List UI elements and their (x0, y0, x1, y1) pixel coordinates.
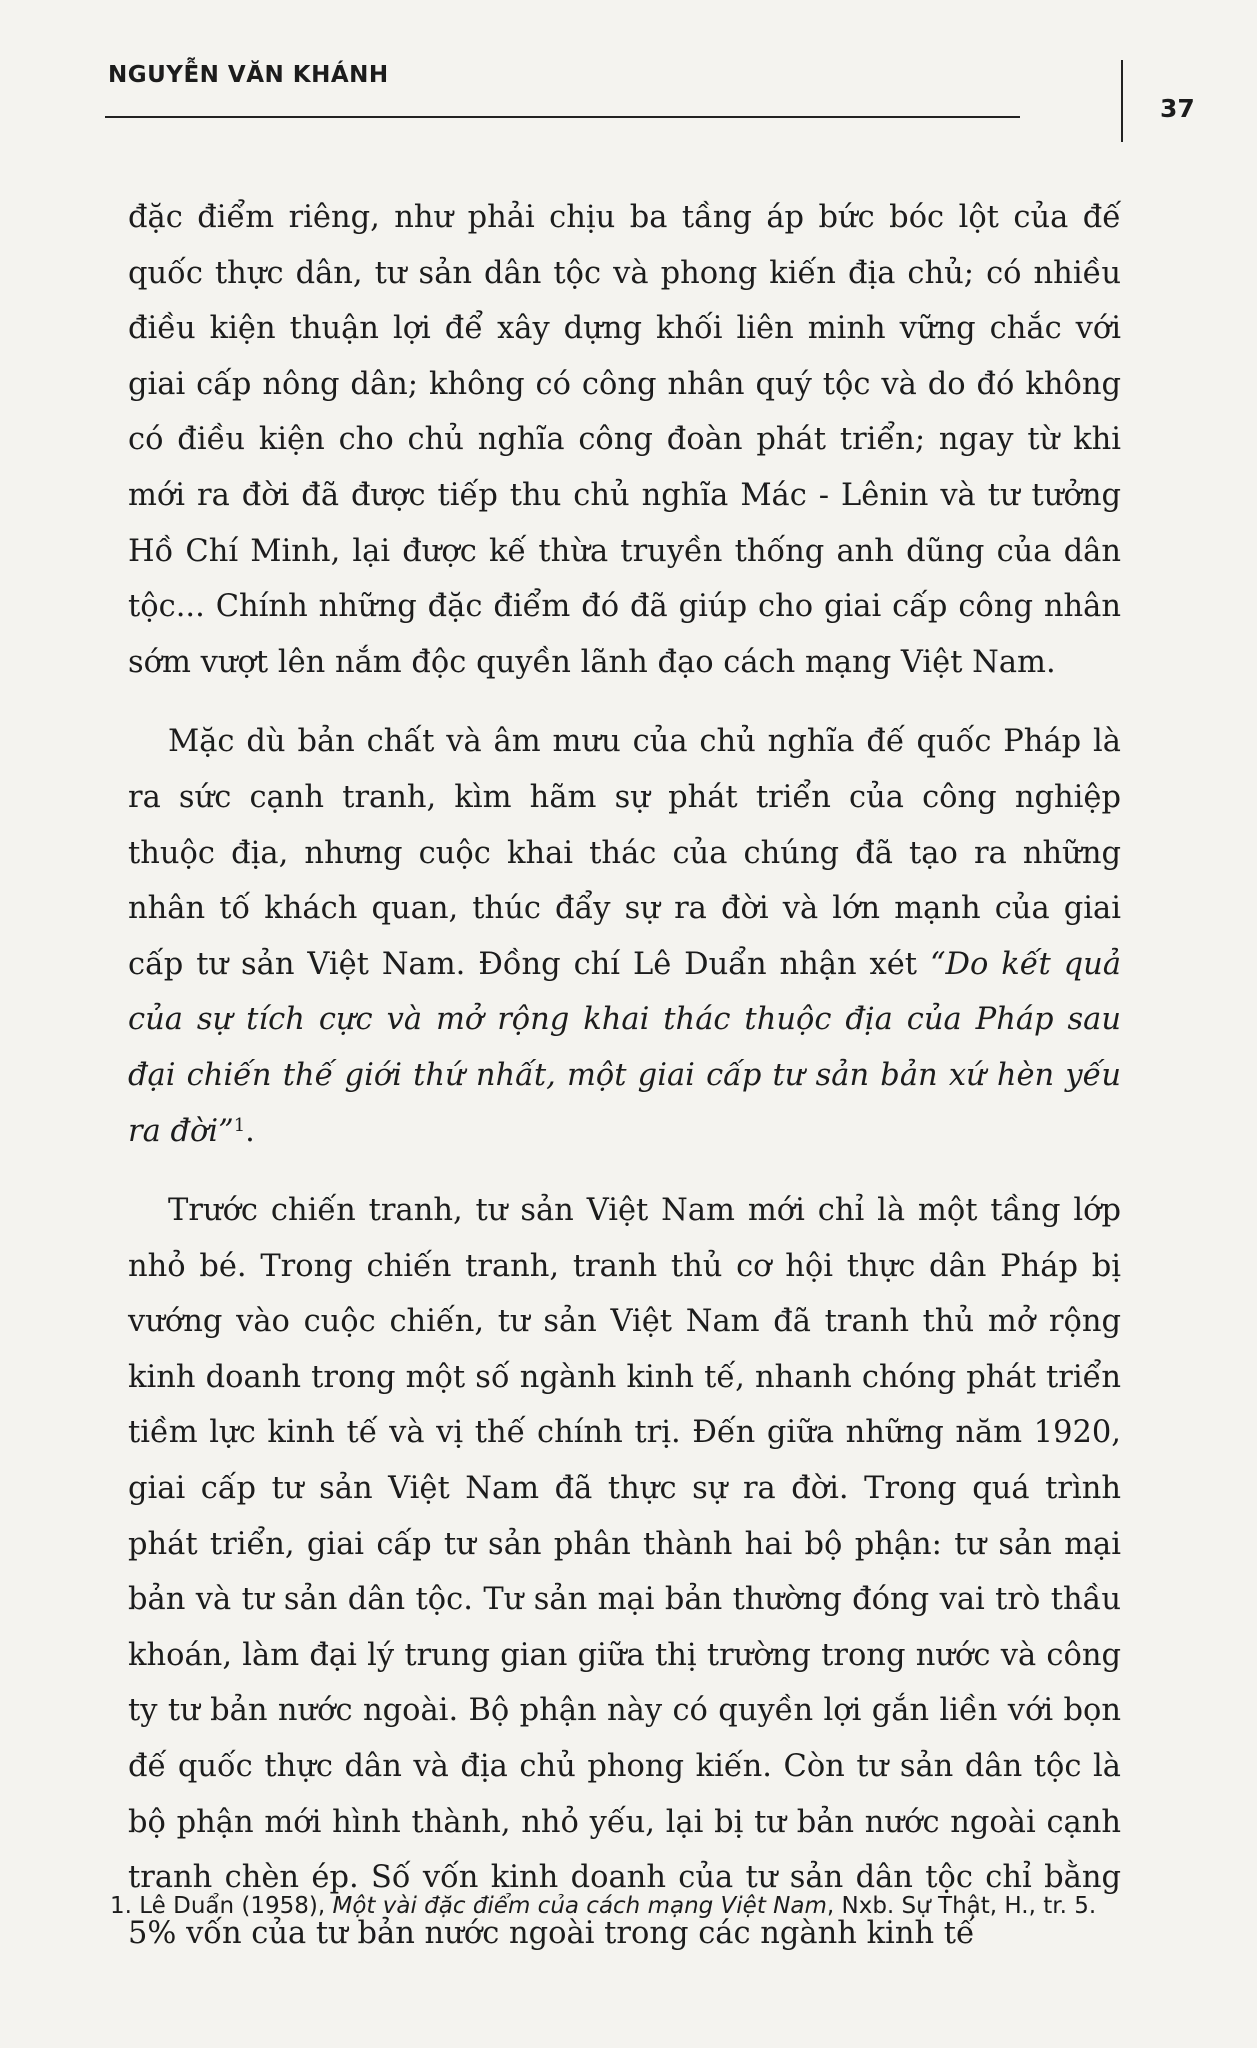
footnote (110, 1893, 1096, 1919)
header-vertical-rule (1121, 60, 1123, 142)
footnote-author: Lê Duẩn (1958), (139, 1893, 333, 1919)
footnote-number: 1. (110, 1893, 132, 1919)
paragraph-2-text: Mặc dù bản chất và âm mưu của chủ nghĩa đế quốc Pháp là ra sức cạnh tranh, kìm hãm sự phát triển của công nghiệp thuộc địa, nhưng cuộc khai thác của chúng đã tạo ra những nhân tố khách quan, thúc đẩy sự ra đời và lớn mạnh của giai cấp tư sản Việt Nam. Đồng chí Lê Duẩn nhận xét (128, 724, 1121, 982)
header-rule (105, 116, 1020, 118)
footnote-title: Một vài đặc điểm của cách mạng Việt Nam (332, 1893, 827, 1919)
running-header-author: NGUYỄN VĂN KHÁNH (108, 62, 389, 88)
paragraph-2 (128, 714, 1121, 1159)
paragraph-3: Trước chiến tranh, tư sản Việt Nam mới chỉ là một tầng lớp nhỏ bé. Trong chiến tranh, tranh thủ cơ hội thực dân Pháp bị vướng vào cuộc chiến, tư sản Việt Nam đã tranh thủ mở rộng kinh doanh trong một số ngành kinh tế, nhanh chóng phát triển tiềm lực kinh tế và vị thế chính trị. Đến giữa những năm 1920, giai cấp tư sản Việt Nam đã thực sự ra đời. Trong quá trình phát triển, giai cấp tư sản phân thành hai bộ phận: tư sản mại bản và tư sản dân tộc. Tư sản mại bản thường đóng vai trò thầu khoán, làm đại lý trung gian giữa thị trường trong nước và công ty tư bản nước ngoài. Bộ phận này có quyền lợi gắn liền với bọn đế quốc thực dân và địa chủ phong kiến. Còn tư sản dân tộc là bộ phận mới hình thành, nhỏ yếu, lại bị tư bản nước ngoài cạnh tranh chèn ép. Số vốn kinh doanh của tư sản dân tộc chỉ bằng 5% vốn của tư bản nước ngoài trong các ngành kinh tế (128, 1193, 1121, 1951)
footnote-publisher: , Nxb. Sự Thật, H., tr. 5. (826, 1893, 1097, 1919)
quotation: “Do kết quả của sự tích cực và mở rộng khai thác thuộc địa của Pháp sau đại chiến thế giới thứ nhất, một giai cấp tư sản bản xứ hèn yếu ra đời” (128, 946, 1122, 1149)
body-text (128, 190, 1121, 1961)
paragraph-1: đặc điểm riêng, như phải chịu ba tầng áp bức bóc lột của đế quốc thực dân, tư sản dân tộc và phong kiến địa chủ; có nhiều điều kiện thuận lợi để xây dựng khối liên minh vững chắc với giai cấp nông dân; không có công nhân quý tộc và do đó không có điều kiện cho chủ nghĩa công đoàn phát triển; ngay từ khi mới ra đời đã được tiếp thu chủ nghĩa Mác - Lênin và tư tưởng Hồ Chí Minh, lại được kế thừa truyền thống anh dũng của dân tộc... Chính những đặc điểm đó đã giúp cho giai cấp công nhân sớm vượt lên nắm độc quyền lãnh đạo cách mạng Việt Nam. (128, 200, 1121, 680)
footnote-reference: 1 (233, 1114, 246, 1136)
page-number: 37 (1160, 94, 1195, 123)
paragraph-2-end: . (245, 1113, 255, 1149)
